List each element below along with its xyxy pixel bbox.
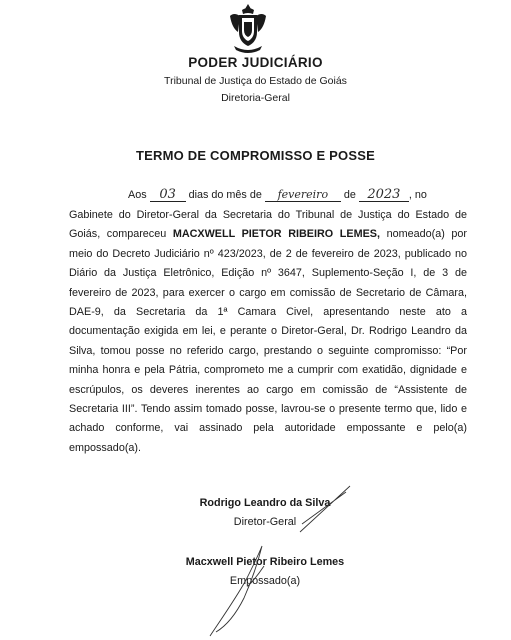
header-department: Diretoria-Geral (221, 92, 290, 104)
date-line (128, 189, 468, 202)
appointee-name: MACXWELL PIETOR RIBEIRO LEMES, (172, 228, 380, 241)
header-title: PODER JUDICIÁRIO (188, 55, 323, 70)
header-subtitle: Tribunal de Justiça do Estado de Goiás (164, 75, 347, 87)
signatory-2-role: Empossado(a) (229, 575, 301, 587)
date-suffix: , no (408, 189, 427, 201)
handwritten-month: fevereiro (265, 189, 341, 202)
signatory-1-role: Diretor-Geral (233, 516, 297, 528)
document-body (69, 206, 467, 458)
signatory-2-name: Macxwell Pietor Ribeiro Lemes (185, 556, 345, 568)
handwritten-day: 03 (150, 189, 186, 202)
body-part-1: Gabinete do Diretor-Geral da Secretaria do Tribunal de Justiça do Estado de Goiás, compareceu (69, 209, 467, 241)
coat-of-arms-icon (226, 2, 270, 54)
signatory-1-name: Rodrigo Leandro da Silva (199, 497, 331, 509)
document-title: TERMO DE COMPROMISSO E POSSE (136, 148, 375, 163)
date-mid: dias do mês de (188, 189, 262, 201)
date-year-prefix: de (343, 189, 356, 201)
date-prefix: Aos (128, 189, 147, 201)
body-part-2: nomeado(a) por meio do Decreto Judiciário nº 423/2023, de 2 de fevereiro de 2023, publicado no Diário da Justiça Eletrônico, Edição nº 3647, Suplemento-Seção I, de 3 de fevereiro de 2023, para exercer o cargo em comissão de Secretario de Câmara, DAE-9, da Secretaria da 1ª Camara Civel, apresentando neste ato a documentação exigida em lei, e perante o Diretor-Geral, Dr. Rodrigo Leandro da Silva, tomou posse no referido cargo, prestando o seguinte compromisso: “Por minha honra e pela Pátria, comprometo me a cumprir com exatidão, dignidade e escrúpulos, os deveres inerentes ao cargo em comissão de “Assistente de Secretaria III”. Tendo assim tomado posse, lavrou-se o presente termo que, lido e achado conforme, vai assinado pela autoridade empossante e pelo(a) empossado(a). (69, 228, 468, 454)
handwritten-year: 2023 (359, 189, 409, 202)
